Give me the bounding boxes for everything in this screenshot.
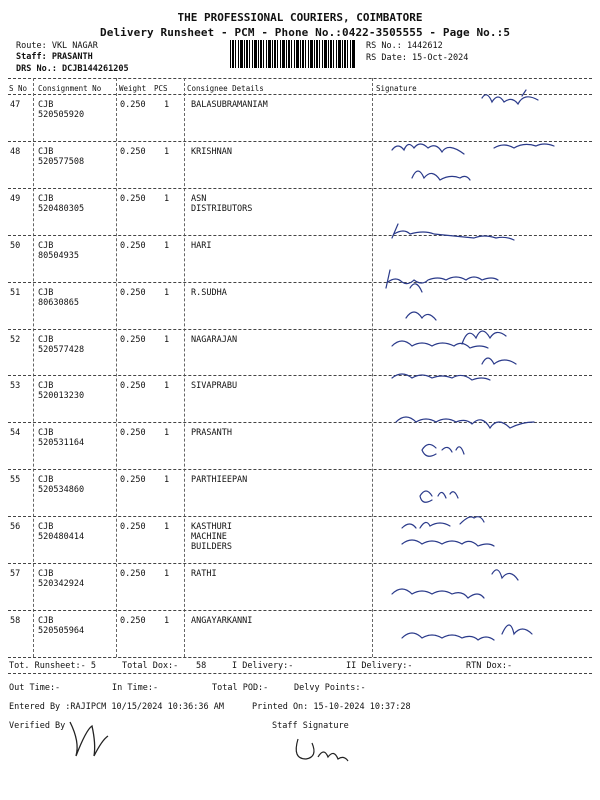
row-consignee: KRISHNAN	[191, 146, 232, 157]
row-weight: 0.250	[120, 569, 146, 579]
verified-by: Verified By	[9, 721, 66, 731]
row-weight: 0.250	[120, 428, 146, 439]
col-header-sno: S No	[9, 84, 28, 93]
rs-date: RS Date: 15-Oct-2024	[366, 53, 469, 63]
row-pcs: 1	[164, 334, 170, 345]
tot-runsheet: Tot. Runsheet:- 5	[9, 661, 96, 671]
col-header-weight: Weight	[119, 84, 147, 93]
row-weight: 0.250	[120, 146, 146, 157]
row-pcs: 1	[164, 475, 170, 486]
col-header-consignment: Consignment No	[38, 84, 102, 93]
row-consignment-no: CJB 520013230	[38, 381, 85, 402]
row-consignment-no: CJB 520505964	[38, 615, 85, 636]
row-weight: 0.250	[120, 381, 146, 392]
signature-handwriting	[372, 88, 592, 648]
row-consignment-no: CJB 520577508	[38, 146, 85, 167]
table-bottom-rule	[8, 657, 592, 658]
row-sno: 55	[10, 475, 21, 486]
total-pod: Total POD:-	[212, 683, 269, 693]
table-top-rule	[8, 78, 592, 79]
row-consignee: SIVAPRABU	[191, 381, 238, 392]
row-sno: 51	[10, 287, 21, 298]
row-consignee: PRASANTH	[191, 428, 232, 439]
staff-label: Staff: PRASANTH	[16, 52, 93, 62]
barcode-image	[230, 40, 355, 68]
row-sno: 58	[10, 615, 21, 626]
row-consignment-no: CJB 80504935	[38, 240, 79, 261]
row-consignee: RATHI	[191, 569, 217, 579]
row-sno: 48	[10, 146, 21, 157]
row-sno: 56	[10, 522, 21, 533]
row-weight: 0.250	[120, 615, 146, 626]
row-consignee: ANGAYARKANNI	[191, 615, 253, 626]
total-dox-label: Total Dox:-	[122, 661, 179, 671]
row-consignee: PARTHIEEPAN	[191, 475, 248, 486]
staff-signature: Staff Signature	[272, 721, 349, 731]
row-consignment-no: CJB 520534860	[38, 475, 85, 496]
row-sno: 47	[10, 100, 21, 110]
row-sno: 49	[10, 193, 21, 204]
row-consignment-no: CJB 520480414	[38, 522, 85, 543]
row-sno: 54	[10, 428, 21, 439]
route-label: Route: VKL NAGAR	[16, 41, 98, 51]
row-pcs: 1	[164, 381, 170, 392]
row-pcs: 1	[164, 193, 170, 204]
row-consignment-no: CJB 520577428	[38, 334, 85, 355]
row-consignment-no: CJB 520480305	[38, 193, 85, 214]
rs-number: RS No.: 1442612	[366, 41, 443, 51]
row-pcs: 1	[164, 428, 170, 439]
company-title: THE PROFESSIONAL COURIERS, COIMBATORE	[177, 11, 423, 24]
row-pcs: 1	[164, 146, 170, 157]
footer-rule	[8, 673, 592, 674]
i-delivery: I Delivery:-	[232, 661, 294, 671]
row-pcs: 1	[164, 569, 170, 579]
col-header-consignee: Consignee Details	[187, 84, 264, 93]
row-sno: 57	[10, 569, 21, 579]
row-consignment-no: CJB 80630865	[38, 287, 79, 308]
row-weight: 0.250	[120, 100, 146, 110]
row-weight: 0.250	[120, 240, 146, 251]
row-sno: 50	[10, 240, 21, 251]
row-consignee: R.SUDHA	[191, 287, 227, 298]
row-sno: 53	[10, 381, 21, 392]
in-time: In Time:-	[112, 683, 159, 693]
delvy-points: Delvy Points:-	[294, 683, 366, 693]
row-consignee: ASN DISTRIBUTORS	[191, 193, 253, 214]
total-dox-value: 58	[196, 661, 207, 671]
row-sno: 52	[10, 334, 21, 345]
verifier-signature-mark	[60, 712, 120, 762]
printed-on: Printed On: 15-10-2024 10:37:28	[252, 702, 411, 712]
col-header-pcs: PCS	[154, 84, 168, 93]
row-weight: 0.250	[120, 475, 146, 486]
row-pcs: 1	[164, 100, 170, 110]
runsheet-subtitle: Delivery Runsheet - PCM - Phone No.:0422-3505555 - Page No.:5	[100, 26, 511, 39]
col-divider	[184, 78, 185, 657]
row-pcs: 1	[164, 287, 170, 298]
out-time: Out Time:-	[9, 683, 61, 693]
staff-signature-mark	[290, 733, 360, 765]
drs-number: DRS No.: DCJB144261205	[16, 64, 129, 74]
row-weight: 0.250	[120, 287, 146, 298]
rtn-dox: RTN Dox:-	[466, 661, 513, 671]
row-consignment-no: CJB 520531164	[38, 428, 85, 449]
row-pcs: 1	[164, 240, 170, 251]
row-pcs: 1	[164, 522, 170, 533]
ii-delivery: II Delivery:-	[346, 661, 413, 671]
col-header-signature: Signature	[376, 84, 417, 93]
row-weight: 0.250	[120, 522, 146, 533]
col-divider	[116, 78, 117, 657]
row-consignee: BALASUBRAMANIAM	[191, 100, 268, 110]
col-divider	[33, 78, 34, 657]
row-consignee: KASTHURI MACHINE BUILDERS	[191, 522, 232, 553]
entered-by: Entered By :RAJIPCM 10/15/2024 10:36:36 AM	[9, 702, 224, 712]
row-consignment-no: CJB 520342924	[38, 569, 85, 589]
row-weight: 0.250	[120, 334, 146, 345]
row-consignee: NAGARAJAN	[191, 334, 238, 345]
row-consignee: HARI	[191, 240, 212, 251]
row-weight: 0.250	[120, 193, 146, 204]
row-pcs: 1	[164, 615, 170, 626]
row-consignment-no: CJB 520505920	[38, 100, 85, 120]
